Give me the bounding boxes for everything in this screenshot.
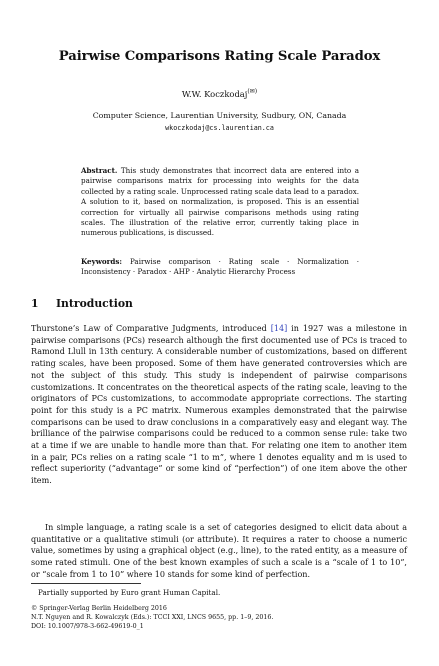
author-email[interactable]: wkoczkodaj@cs.laurentian.ca [165,124,274,132]
paragraph-1-start: Thurstone’s Law of Comparative Judgments, introduced [31,324,267,333]
author-line [0,88,439,99]
section-title: Introduction [56,297,133,310]
publication-info [31,604,273,631]
footnote [38,588,220,597]
abstract-text: This study demonstrates that incorrect data are entered into a pairwise comparisons matrix for processing into weights for the data collected by a rating scale. Unprocessed rating scale data lead to a paradox. A solution to it, based on normalization, is proposed. This is an essential correction for virtually all pairwise comparisons methods using rating scales. The illustration of the relative error, currently taking place in numerous publications, is discussed. [81,166,359,238]
citation-line: N.T. Nguyen and R. Kowalczyk (Eds.): TCCI XXI, LNCS 9655, pp. 1–9, 2016. [31,614,274,621]
paragraph-2: In simple language, a rating scale is a set of categories designed to elicit data about a quantitative or a qualitative stimuli (or attribute). It requires a rater to choose a numeric value, sometimes by using a graphical object (e.g., line), to the rated entity, as a measure of some rated stimuli. One of the best known examples of such a scale is a “scale of 1 to 10”, or “scale from 1 to 10” where 10 stands for some kind of perfection. [31,523,407,579]
keywords-label: Keywords: [81,257,123,266]
paragraph-1-rest: in 1927 was a milestone in pairwise comparisons (PCs) research although the first documented use of PCs is traced to Ramond Llull in 13th century. A considerable number of customizations, based on different rating scales, have been proposed. Some of them have generated controversies which are not the subject of this study. This study is independent of pairwise comparisons customizations. It concentrates on the theoretical aspects of the rating scale, leaving to the originators of PCs customizations, to accommodate appropriate corrections. The starting point for this study is a PC matrix. Numerous examples demonstrated that the pairwise comparisons can be used to draw conclusions in a comparatively easy and elegant way. The brilliance of the pairwise comparisons could be reduced to a common sense rule: take two at a time if we are unable to handle more than that. For relating one item to another item in a pair, PCs relies on a rating scale “1 to m”, where 1 denotes equality and m is used to reflect superiority (“advantage” or some kind of “perfection”) of one item above the other item. [31,324,408,486]
keywords-text: Pairwise comparison · Rating scale · Normalization · Inconsistency · Paradox · AHP · Analytic Hierarchy Process [81,257,359,277]
section-number: 1 [31,297,39,310]
footnote-text: Partially supported by Euro grant Human Capital. [38,588,221,597]
copyright-line: © Springer-Verlag Berlin Heidelberg 2016 [31,605,167,612]
keywords [81,257,359,278]
abstract-label: Abstract. [81,166,118,175]
section-heading [31,297,407,310]
affiliation: Computer Science, Laurentian University, Sudbury, ON, Canada [92,111,347,120]
abstract [81,166,359,239]
doi-line[interactable]: DOI: 10.1007/978-3-662-49619-0_1 [31,623,144,630]
footnote-rule [31,583,141,584]
citation-link[interactable]: [14] [270,324,288,333]
envelope-icon: (✉) [247,88,258,95]
paper-title: Pairwise Comparisons Rating Scale Paradox [58,49,381,64]
paragraph-1 [31,323,407,487]
author-name: W.W. Koczkodaj [181,88,248,99]
